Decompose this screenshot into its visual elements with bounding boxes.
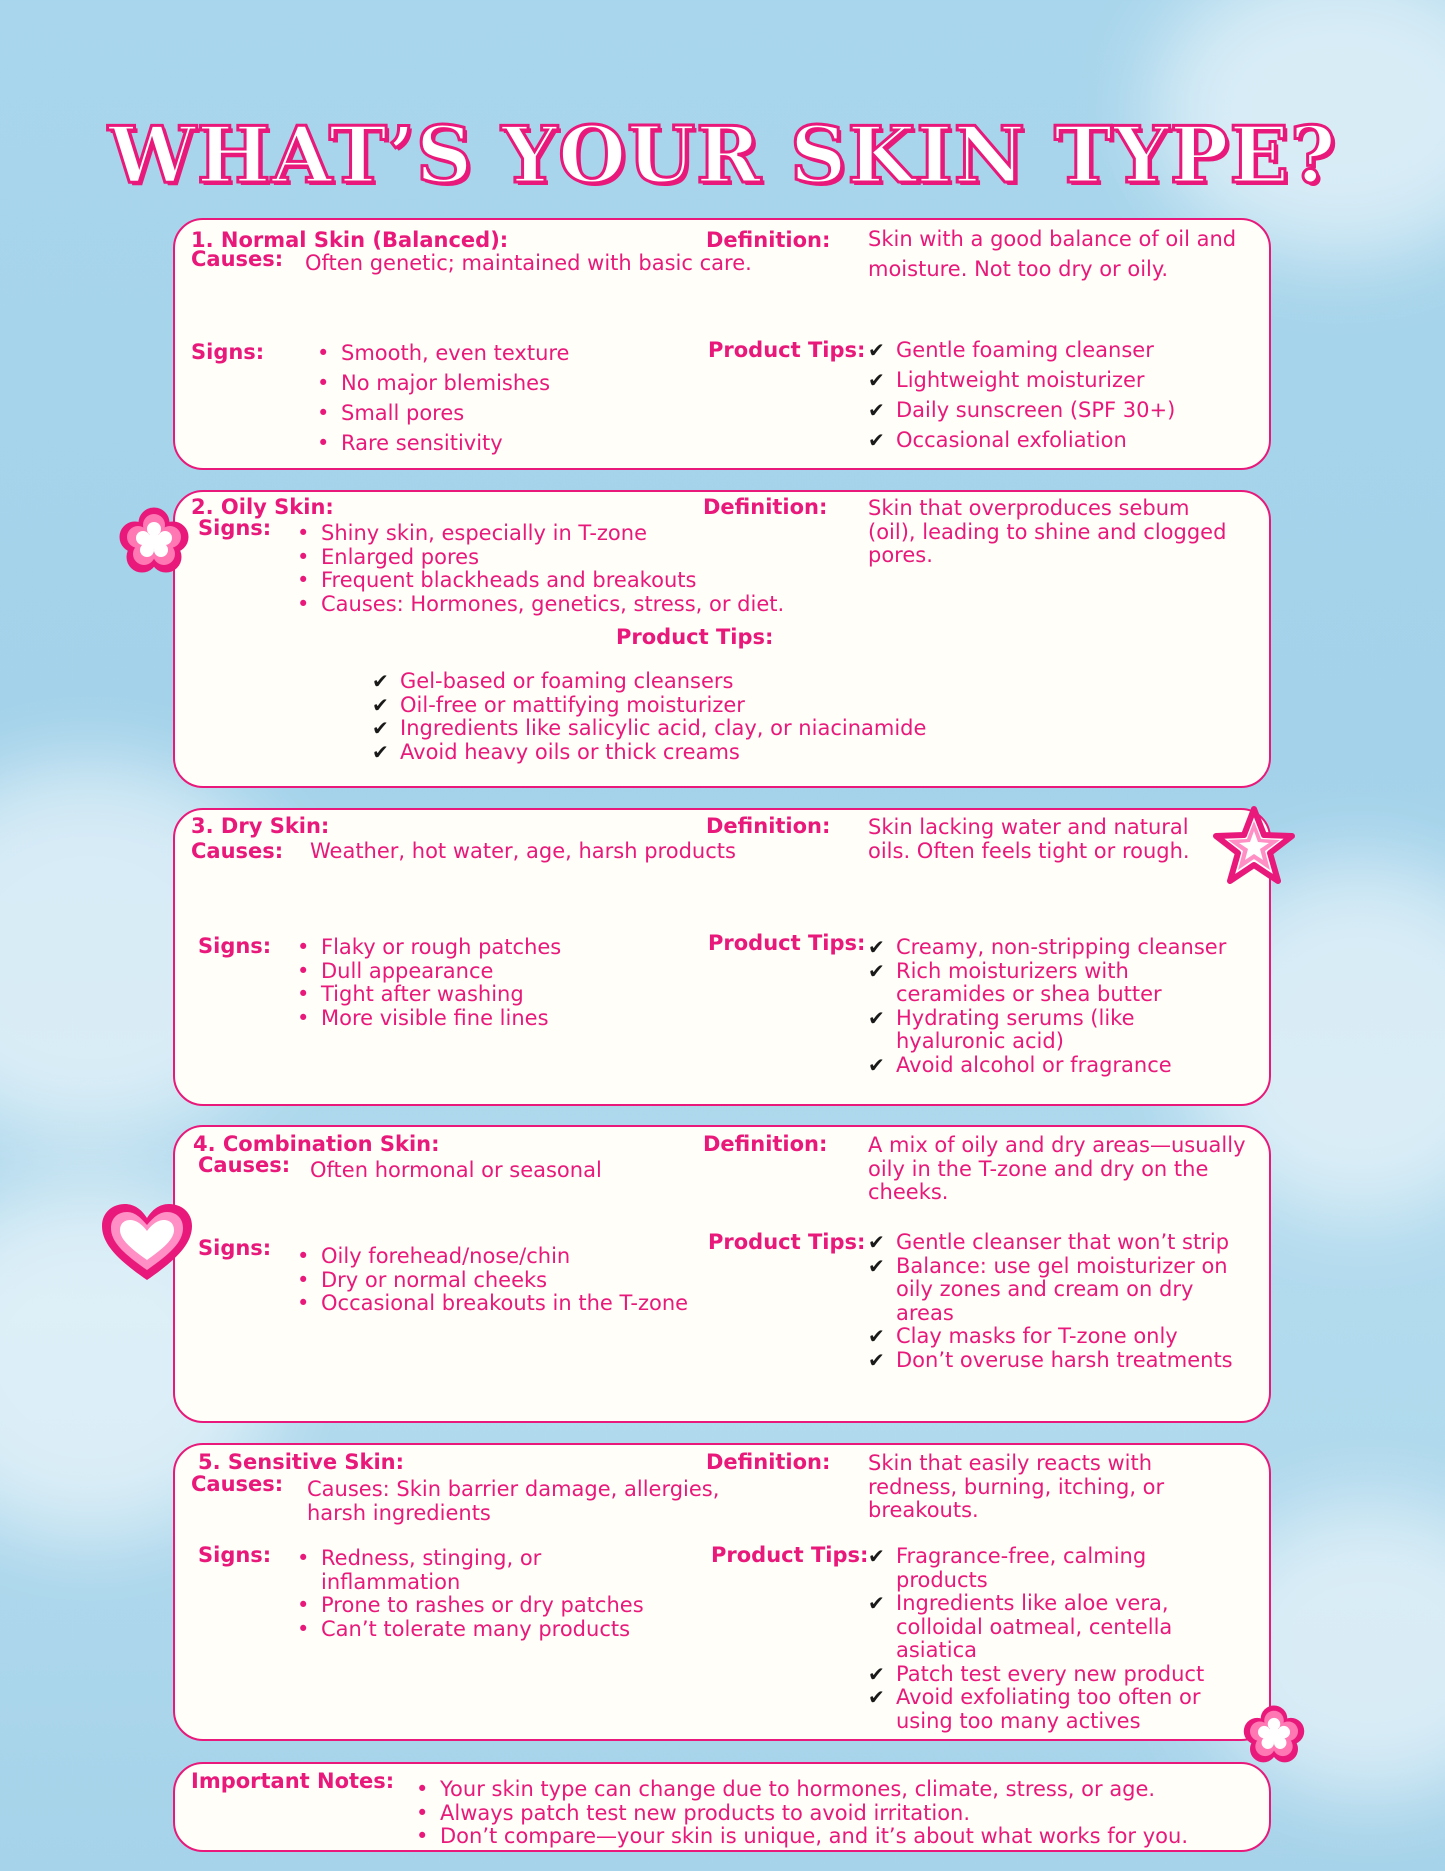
page-title: WHAT’S YOUR SKIN TYPE? bbox=[108, 110, 1337, 201]
heart-sticker-icon bbox=[98, 1200, 196, 1286]
product-tips-list bbox=[868, 1545, 1243, 1733]
list-item: • Dull appearance bbox=[291, 960, 561, 984]
card-combination-skin bbox=[173, 1125, 1271, 1423]
signs-list bbox=[291, 1547, 651, 1641]
definition-label: Definition: bbox=[706, 1450, 831, 1474]
causes-text: Often genetic; maintained with basic care. bbox=[305, 251, 752, 275]
definition-text: A mix of oily and dry areas—usually oily in the T-zone and dry on the cheeks. bbox=[868, 1133, 1246, 1204]
card-important-notes bbox=[173, 1762, 1271, 1852]
list-item: • Frequent blackheads and breakouts bbox=[291, 569, 784, 593]
list-item: • Can’t tolerate many products bbox=[291, 1618, 651, 1642]
causes-label: Causes: bbox=[191, 1472, 284, 1496]
signs-label: Signs: bbox=[198, 516, 272, 540]
list-item: • Prone to rashes or dry patches bbox=[291, 1594, 651, 1618]
signs-list bbox=[291, 522, 784, 616]
list-item: ✔ Hydrating serums (like hyaluronic acid) bbox=[868, 1007, 1238, 1054]
list-item: • Flaky or rough patches bbox=[291, 936, 561, 960]
list-item: • Don’t compare—your skin is unique, and it’s about what works for you. bbox=[410, 1825, 1188, 1849]
section-heading: 4. Combination Skin: bbox=[193, 1132, 440, 1156]
product-tips-list bbox=[868, 936, 1238, 1077]
signs-label: Signs: bbox=[198, 934, 272, 958]
star-sticker-icon bbox=[1212, 805, 1296, 889]
definition-label: Definition: bbox=[706, 228, 831, 252]
list-item: • Shiny skin, especially in T-zone bbox=[291, 522, 784, 546]
product-tips-list bbox=[868, 1231, 1243, 1372]
list-item: ✔ Don’t overuse harsh treatments bbox=[868, 1349, 1243, 1373]
causes-text: Weather, hot water, age, harsh products bbox=[310, 839, 736, 863]
product-tips-label: Product Tips: bbox=[708, 338, 866, 362]
list-item: ✔ Avoid alcohol or fragrance bbox=[868, 1054, 1238, 1078]
list-item: ✔ Ingredients like salicylic acid, clay, or niacinamide bbox=[372, 717, 926, 741]
list-item: • Dry or normal cheeks bbox=[291, 1269, 688, 1293]
list-item: • Small pores bbox=[311, 398, 569, 428]
list-item: • Enlarged pores bbox=[291, 546, 784, 570]
product-tips-label: Product Tips: bbox=[616, 625, 774, 649]
definition-label: Definition: bbox=[703, 495, 828, 519]
list-item: • Rare sensitivity bbox=[311, 428, 569, 458]
definition-text: Skin that easily reacts with redness, burning, itching, or breakouts. bbox=[868, 1451, 1165, 1522]
list-item: • Your skin type can change due to hormones, climate, stress, or age. bbox=[410, 1778, 1188, 1802]
list-item: • Occasional breakouts in the T-zone bbox=[291, 1292, 688, 1316]
flower-sticker-icon bbox=[118, 505, 190, 573]
section-heading: 2. Oily Skin: bbox=[191, 495, 334, 519]
list-item: ✔ Patch test every new product bbox=[868, 1663, 1243, 1687]
list-item: ✔ Lightweight moisturizer bbox=[868, 365, 1175, 395]
signs-label: Signs: bbox=[198, 1543, 272, 1567]
signs-label: Signs: bbox=[191, 340, 265, 364]
list-item: ✔ Gentle foaming cleanser bbox=[868, 335, 1175, 365]
definition-label: Definition: bbox=[703, 1132, 828, 1156]
list-item: • Causes: Hormones, genetics, stress, or diet. bbox=[291, 593, 784, 617]
list-item: • Smooth, even texture bbox=[311, 338, 569, 368]
flower-sticker-icon bbox=[1242, 1702, 1306, 1764]
signs-label: Signs: bbox=[198, 1236, 272, 1260]
list-item: • Oily forehead/nose/chin bbox=[291, 1245, 688, 1269]
list-item: ✔ Gel-based or foaming cleansers bbox=[372, 670, 926, 694]
notes-heading: Important Notes: bbox=[191, 1769, 395, 1793]
list-item: ✔ Creamy, non-stripping cleanser bbox=[868, 936, 1238, 960]
list-item: • Always patch test new products to avoid irritation. bbox=[410, 1802, 1188, 1826]
list-item: ✔ Balance: use gel moisturizer on oily zones and cream on dry areas bbox=[868, 1255, 1243, 1326]
product-tips-label: Product Tips: bbox=[708, 1230, 866, 1254]
list-item: • Redness, stinging, or inflammation bbox=[291, 1547, 651, 1594]
list-item: ✔ Rich moisturizers with ceramides or shea butter bbox=[868, 960, 1238, 1007]
list-item: ✔ Avoid heavy oils or thick creams bbox=[372, 741, 926, 765]
signs-list bbox=[291, 1245, 688, 1316]
notes-list bbox=[410, 1778, 1188, 1849]
signs-list bbox=[291, 936, 561, 1030]
card-oily-skin bbox=[173, 490, 1271, 788]
signs-list bbox=[311, 338, 569, 458]
list-item: ✔ Avoid exfoliating too often or using too many actives bbox=[868, 1686, 1243, 1733]
card-normal-skin bbox=[173, 218, 1271, 470]
causes-text: Causes: Skin barrier damage, allergies, harsh ingredients bbox=[307, 1477, 720, 1525]
section-heading: 5. Sensitive Skin: bbox=[198, 1450, 405, 1474]
list-item: • No major blemishes bbox=[311, 368, 569, 398]
list-item: ✔ Oil-free or mattifying moisturizer bbox=[372, 694, 926, 718]
causes-label: Causes: bbox=[191, 839, 284, 863]
causes-label: Causes: bbox=[191, 247, 284, 271]
definition-label: Definition: bbox=[706, 814, 831, 838]
section-heading: 1. Normal Skin (Balanced): bbox=[191, 228, 509, 252]
product-tips-list bbox=[868, 335, 1175, 455]
list-item: ✔ Gentle cleanser that won’t strip bbox=[868, 1231, 1243, 1255]
product-tips-label: Product Tips: bbox=[708, 931, 866, 955]
product-tips-label: Product Tips: bbox=[711, 1543, 869, 1567]
definition-text: Skin lacking water and natural oils. Often feels tight or rough. bbox=[868, 815, 1190, 863]
list-item: • Tight after washing bbox=[291, 983, 561, 1007]
definition-text: Skin that overproduces sebum (oil), leading to shine and clogged pores. bbox=[868, 496, 1227, 567]
list-item: ✔ Ingredients like aloe vera, colloidal oatmeal, centella asiatica bbox=[868, 1592, 1243, 1663]
product-tips-list bbox=[372, 670, 926, 764]
list-item: ✔ Daily sunscreen (SPF 30+) bbox=[868, 395, 1175, 425]
card-dry-skin bbox=[173, 808, 1271, 1106]
causes-label: Causes: bbox=[198, 1153, 291, 1177]
card-sensitive-skin bbox=[173, 1443, 1271, 1741]
list-item: ✔ Occasional exfoliation bbox=[868, 425, 1175, 455]
definition-text: Skin with a good balance of oil and moisture. Not too dry or oily. bbox=[868, 227, 1237, 281]
list-item: ✔ Clay masks for T-zone only bbox=[868, 1325, 1243, 1349]
causes-text: Often hormonal or seasonal bbox=[310, 1158, 602, 1182]
list-item: • More visible fine lines bbox=[291, 1007, 561, 1031]
section-heading: 3. Dry Skin: bbox=[191, 814, 330, 838]
list-item: ✔ Fragrance-free, calming products bbox=[868, 1545, 1243, 1592]
